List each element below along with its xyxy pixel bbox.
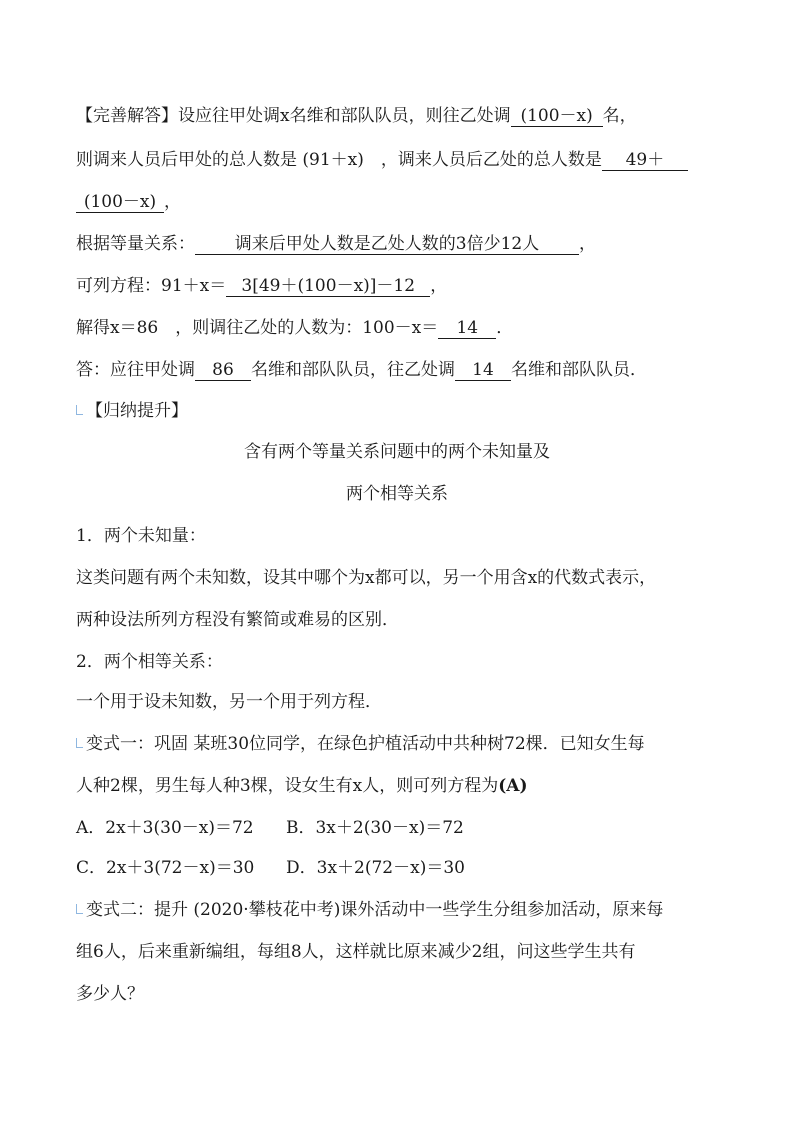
point-1-body: 两种设法所列方程没有繁简或难易的区别． <box>76 610 399 630</box>
point-1-heading: 1．两个未知量： <box>76 526 206 546</box>
answer-blank: (100－x) <box>76 192 164 213</box>
answer-blank: 14 <box>438 318 496 339</box>
point-2-body: 一个用于设未知数，另一个用于列方程． <box>76 692 382 712</box>
point-1-body: 这类问题有两个未知数，设其中哪个为x都可以，另一个用含x的代数式表示， <box>76 568 657 588</box>
solution-line-2: 则调来人员后甲处的总人数是 (91＋x) ，调来人员后乙处的总人数是 49＋ <box>76 148 688 172</box>
answer-blank: (100－x) <box>511 106 603 127</box>
solution-line-3: (100－x) ， <box>76 190 181 214</box>
answer-blank: 14 <box>455 360 511 381</box>
answer-blank: 86 <box>195 360 251 381</box>
summary-title-line-2: 两个相等关系 <box>346 484 448 504</box>
variant-2-line-2: 组6人，后来重新编组，每组8人，这样就比原来减少2组，问这些学生共有 <box>76 942 636 962</box>
equation-line: 可列方程：91＋x＝ 3[49＋(100－x)]－12 ， <box>76 276 448 296</box>
answer-blank: 调来后甲处人数是乙处人数的3倍少12人 <box>195 234 579 255</box>
bookmark-icon <box>76 738 83 748</box>
answer-blank: 49＋ <box>602 150 688 171</box>
summary-heading: 【归纳提升】 <box>76 399 188 423</box>
option-d: D．3x＋2(72－x)＝30 <box>286 858 465 878</box>
solution-line-1: 【完善解答】设应往甲处调x名维和部队队员，则往乙处调 (100－x) 名， <box>76 106 637 126</box>
bookmark-icon <box>76 904 83 914</box>
variant-2-line-1: 变式二：提升 (2020·攀枝花中考)课外活动中一些学生分组参加活动，原来每 <box>76 898 663 922</box>
variant-2-line-3: 多少人？ <box>76 984 144 1004</box>
equality-relation-line: 根据等量关系： 调来后甲处人数是乙处人数的3倍少12人 ， <box>76 234 596 254</box>
variant-1-answer: (A) <box>498 776 528 796</box>
option-c: C．2x＋3(72－x)＝30 <box>76 858 255 878</box>
option-a: A．2x＋3(30－x)＝72 <box>76 818 254 838</box>
solve-line: 解得x＝86 ，则调往乙处的人数为：100－x＝ 14 ． <box>76 318 514 338</box>
bookmark-icon <box>76 405 83 415</box>
answer-blank: 3[49＋(100－x)]－12 <box>226 276 430 297</box>
summary-title-line-1: 含有两个等量关系问题中的两个未知量及 <box>244 442 550 462</box>
option-b: B．3x＋2(30－x)＝72 <box>286 818 464 838</box>
answer-line: 答：应往甲处调 86 名维和部队队员，往乙处调 14 名维和部队队员． <box>76 360 647 380</box>
point-2-heading: 2．两个相等关系： <box>76 652 223 672</box>
variant-1-line-1: 变式一：巩固 某班30位同学，在绿色护植活动中共种树72棵．已知女生每 <box>76 732 645 756</box>
variant-1-line-2: 人种2棵，男生每人种3棵，设女生有x人，则可列方程为(A) <box>76 776 528 796</box>
